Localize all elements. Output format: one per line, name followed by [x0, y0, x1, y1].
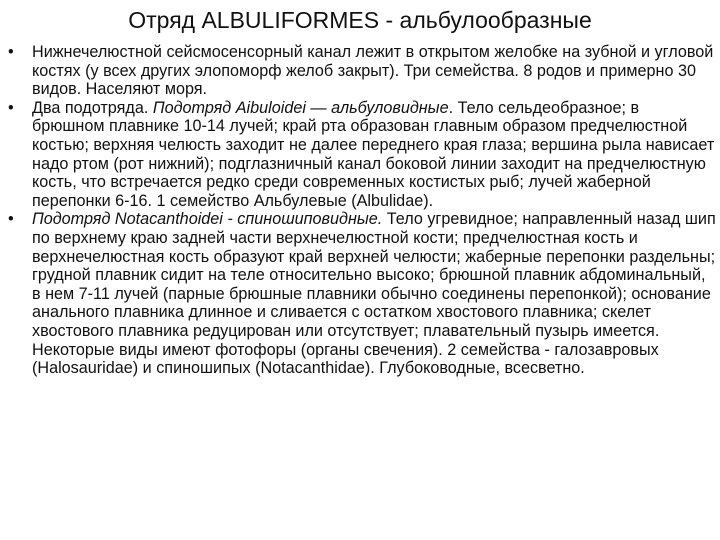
slide-title: Отряд ALBULIFORMES - альбулообразные — [128, 7, 592, 33]
bullet-item-3 — [8, 210, 716, 377]
bullet-icon: • — [8, 210, 14, 229]
bullet-list — [8, 43, 716, 378]
bullet-lead-text: Два подотряда. — [32, 98, 153, 117]
bullet-text: Тело угревидное; направленный назад шип по верхнему краю задней части верхнечелюстной кости; предчелюстная кость и верхнечелюстная кость образуют край верхней челюсти; жаберные перепонки раздельны; грудной плавник сидит на теле относительно высоко; брюшной плавник абдоминальный, в нем 7-11 лучей (парные брюшные плавники обычно соединены перепонкой); основание анального плавника длинное и сливается с остатком хвостового плавника; скелет хвостового плавника редуцирован или отсутствует; плавательный пузырь имеется. Некоторые виды имеют фотофоры (органы свечения). 2 семейства - галозавровых (Halosauridae) и спиношипых (Notacanthidae). Глубоководные, всесветно. — [32, 210, 716, 378]
bullet-item-2 — [8, 99, 716, 211]
bullet-text: Нижнечелюстной сейсмосенсорный канал лежит в открытом желобке на зубной и угловой костях (у всех других элопоморф желоб закрыт). Три семейства. 8 родов и примерно 30 видов. Населяют моря. — [32, 43, 714, 99]
bullet-icon: • — [8, 98, 14, 117]
bullet-text: . Тело сельдеобразное; в брюшном плавнике 10-14 лучей; край рта образован главным образом предчелюстной костью; верхняя челюсть заходит не далее переднего края глаза; вершина рыла нависает надо ртом (рот нижний); подглазничный канал боковой линии заходит на предчелюстную кость, что встречается редко среди современных костистых рыб; лучей жаберной перепонки 6-16. 1 семейство Альбулевые (Albulidae). — [32, 98, 715, 210]
bullet-icon: • — [8, 43, 14, 61]
suborder-name-albuloidei: Подотряд Aibuloidei — альбуловидные — [152, 98, 449, 117]
suborder-name-notacanthoidei: Подотряд Notacanthoidei - спиношиповидные. — [32, 210, 383, 229]
bullet-item-1 — [8, 43, 716, 99]
